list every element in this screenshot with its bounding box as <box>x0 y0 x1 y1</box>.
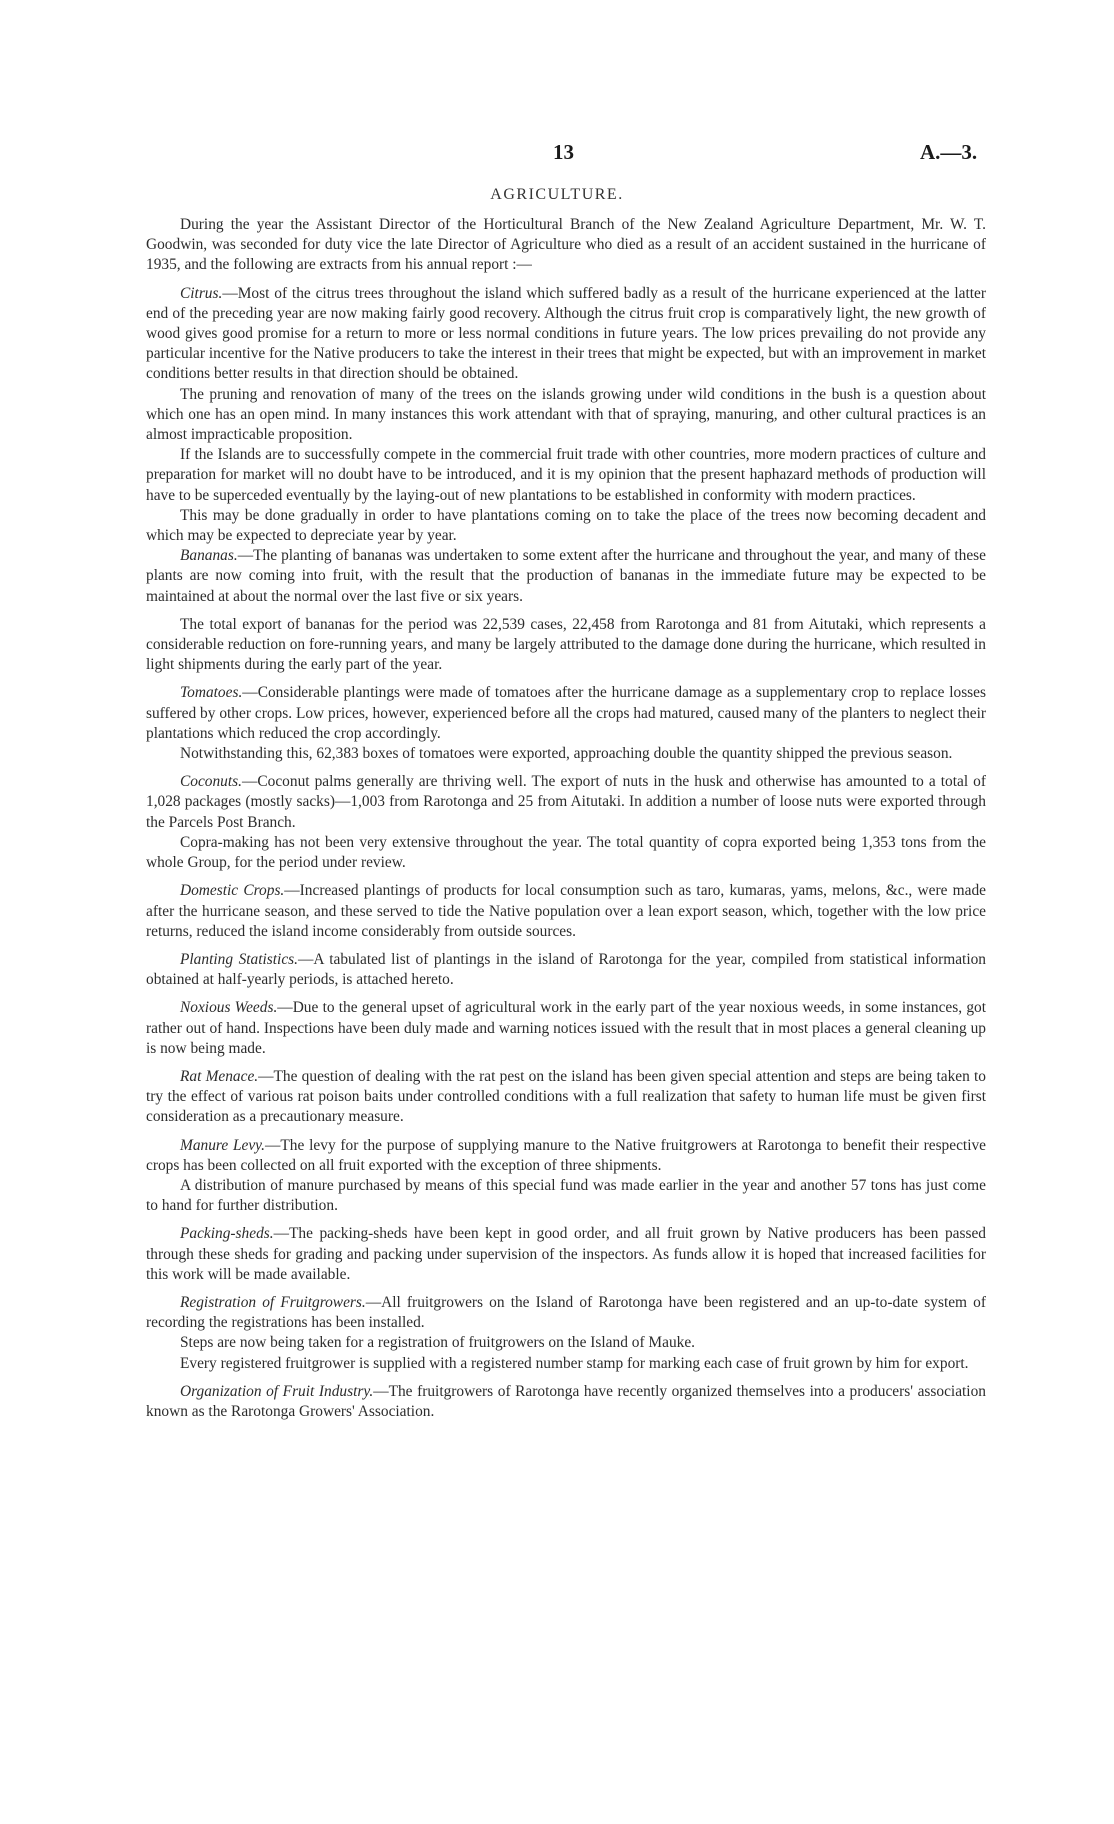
paragraph <box>146 445 986 506</box>
paragraph-text: Notwithstanding this, 62,383 boxes of tomatoes were exported, approaching double the quantity shipped the previous season. <box>180 745 953 763</box>
paragraph-organization <box>146 1382 986 1422</box>
paragraph-text: —The planting of bananas was undertaken to some extent after the hurricane and throughout the year, and many of these plants are now coming into fruit, with the result that the production of bananas in the immediate future may be expected to be maintained at about the normal over the last five or six years. <box>146 547 986 605</box>
paragraph-manure-levy <box>146 1136 986 1176</box>
paragraph <box>146 1176 986 1216</box>
paragraph-heading: Manure Levy. <box>180 1136 266 1154</box>
paragraph <box>146 833 986 873</box>
paragraph-text: The total export of bananas for the period was 22,539 cases, 22,458 from Rarotonga and 81 from Aitutaki, which represents a considerable reduction on fore-running years, and many be largely attributed to the damage done during the hurricane, which resulted in light shipments during the early part of the year. <box>146 615 986 674</box>
paragraph-citrus <box>146 284 986 385</box>
paragraph-text: —Considerable plantings were made of tomatoes after the hurricane damage as a supplementary crop to replace losses suffered by other crops. Low prices, however, experienced before all the crops had matured, caused many of the planters to neglect their plantations which reduced the crop accordingly. <box>146 684 986 742</box>
paragraph-heading: Noxious Weeds. <box>180 999 278 1017</box>
paragraph-packing-sheds <box>146 1224 986 1285</box>
paragraph-text: —The fruitgrowers of Rarotonga have recently organized themselves into a producers' association known as the Rarotonga Growers' Association. <box>146 1382 986 1420</box>
paragraph-text: During the year the Assistant Director of the Horticultural Branch of the New Zealand Agriculture Department, Mr. W. T. Goodwin, was seconded for duty vice the late Director of Agriculture who died as a result of an accident sustained in the hurricane of 1935, and the following are extracts from his annual report :— <box>146 216 986 274</box>
paragraph-text: —Most of the citrus trees throughout the island which suffered badly as a result of the hurricane experienced at the latter end of the preceding year are now making fairly good recovery. Although the citrus fruit crop is comparatively light, the new growth of wood gives good promise for a return to more or less normal conditions in future years. The low prices prevailing do not provide any particular incentive for the Native producers to take the interest in their trees that might be expected, but with an improvement in market conditions better results in that direction should be obtained. <box>146 284 986 383</box>
paragraph-text: The pruning and renovation of many of the trees on the islands growing under wild conditions in the bush is a question about which one has an open mind. In many instances this work attendant with that of spraying, manuring, and other cultural practices is an almost impracticable proposition. <box>146 385 986 444</box>
paragraph-planting-statistics <box>146 950 986 990</box>
paragraph-heading: Packing-sheds. <box>180 1225 274 1243</box>
paragraph-heading: Tomatoes. <box>180 684 243 702</box>
paragraph <box>146 1333 986 1353</box>
paragraph-text: —Increased plantings of products for local consumption such as taro, kumaras, yams, melons, &c., were made after the hurricane season, and these served to tide the Native population over a lean export season, which, together with the low price returns, reduced the island income considerably from outside sources. <box>146 882 986 940</box>
document-reference: A.—3. <box>920 140 978 164</box>
paragraph-text: —All fruitgrowers on the Island of Rarotonga have been registered and an up-to-date system of recording the registrations has been installed. <box>146 1293 986 1332</box>
paragraph-tomatoes <box>146 683 986 744</box>
paragraph-heading: Rat Menace. <box>180 1067 259 1085</box>
paragraph <box>146 1354 986 1374</box>
paragraph <box>146 385 986 446</box>
paragraph-text: —Coconut palms generally are thriving well. The export of nuts in the husk and otherwise has amounted to a total of 1,028 packages (mostly sacks)—1,003 from Rarotonga and 25 from Aitutaki. In addition a number of loose nuts were exported through the Parcels Post Branch. <box>146 773 986 831</box>
paragraph-heading: Citrus. <box>180 284 223 302</box>
paragraph-heading: Planting Statistics. <box>180 950 298 968</box>
paragraph-heading: Bananas. <box>180 547 238 565</box>
paragraph <box>146 506 986 546</box>
paragraph-text: Every registered fruitgrower is supplied with a registered number stamp for marking each case of fruit grown by him for export. <box>180 1354 969 1372</box>
section-title: AGRICULTURE. <box>490 186 624 203</box>
paragraph-text: —The packing-sheds have been kept in good order, and all fruit grown by Native producers has been passed through these sheds for grading and packing under supervision of the inspectors. As funds allow it is hoped that increased facilities for this work will be made available. <box>146 1225 986 1283</box>
page-number: 13 <box>553 140 574 164</box>
paragraph-heading: Organization of Fruit Industry. <box>180 1382 374 1400</box>
paragraph-coconuts <box>146 772 986 833</box>
paragraph-registration <box>146 1293 986 1333</box>
paragraph-text: This may be done gradually in order to have plantations coming on to take the place of the trees now becoming decadent and which may be expected to depreciate year by year. <box>146 506 986 545</box>
paragraph-text: —The levy for the purpose of supplying manure to the Native fruitgrowers at Rarotonga to benefit their respective crops has been collected on all fruit exported with the exception of three shipments. <box>146 1136 986 1174</box>
paragraph-text: If the Islands are to successfully compete in the commercial fruit trade with other countries, more modern practices of culture and preparation for market will no doubt have to be introduced, and it is my opinion that the present haphazard methods of production will have to be superceded eventually by the laying-out of new plantations to be established in conformity with modern practices. <box>146 446 986 504</box>
paragraph-domestic-crops <box>146 881 986 942</box>
paragraph-heading: Domestic Crops. <box>180 882 285 900</box>
body-text <box>146 215 986 1422</box>
paragraph-heading: Coconuts. <box>180 773 242 791</box>
paragraph <box>146 744 986 764</box>
paragraph-text: —Due to the general upset of agricultural work in the early part of the year noxious weeds, in some instances, got rather out of hand. Inspections have been duly made and warning notices issued with the result that in most places a general cleaning up is now being made. <box>146 999 986 1057</box>
paragraph-bananas <box>146 546 986 607</box>
paragraph-text: Steps are now being taken for a registration of fruitgrowers on the Island of Mauke. <box>180 1334 696 1352</box>
paragraph-intro <box>146 215 986 276</box>
paragraph-text: —The question of dealing with the rat pest on the island has been given special attention and steps are being taken to try the effect of various rat poison baits under controlled conditions with a full realization that safety to human life must be given first consideration as a precautionary measure. <box>146 1067 986 1126</box>
paragraph-rat-menace <box>146 1067 986 1128</box>
paragraph-noxious-weeds <box>146 998 986 1059</box>
paragraph-heading: Registration of Fruitgrowers. <box>180 1293 366 1311</box>
paragraph-text: —A tabulated list of plantings in the island of Rarotonga for the year, compiled from statistical information obtained at half-yearly periods, is attached hereto. <box>146 950 986 989</box>
paragraph <box>146 615 986 676</box>
paragraph-text: A distribution of manure purchased by means of this special fund was made earlier in the year and another 57 tons has just come to hand for further distribution. <box>146 1176 986 1215</box>
paragraph-text: Copra-making has not been very extensive throughout the year. The total quantity of copra exported being 1,353 tons from the whole Group, for the period under review. <box>146 833 986 872</box>
